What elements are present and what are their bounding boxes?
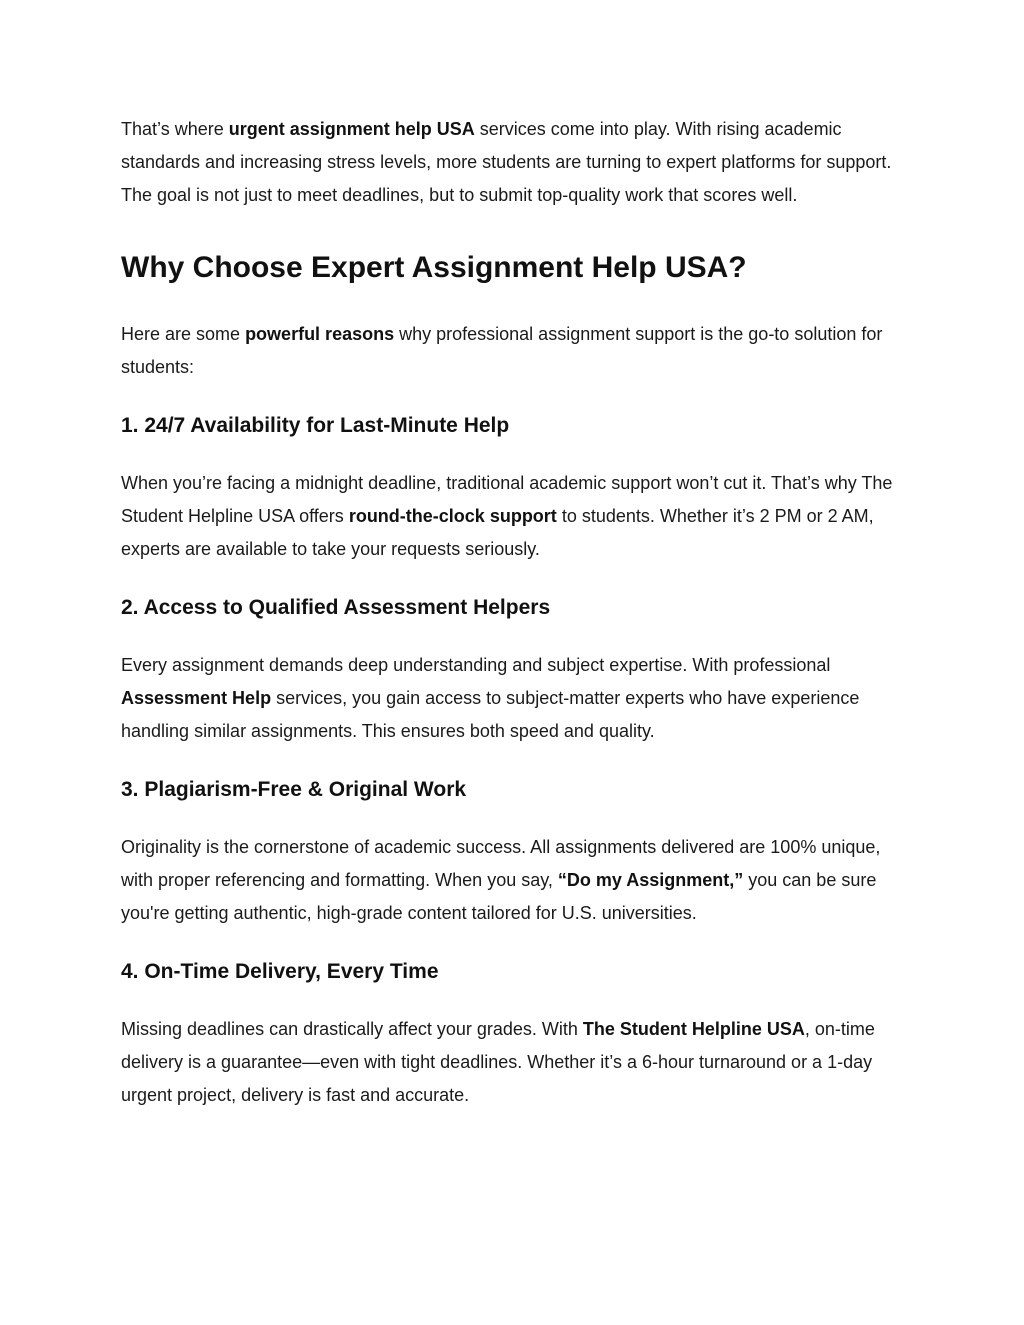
- intro-text-start: That’s where: [121, 119, 229, 139]
- section-text-start: Originality is the cornerstone of academic success. All assignments delivered are 100% unique, with proper referencing and formatting. When you say,: [121, 837, 881, 890]
- section-text-end: you can be sure you're getting authentic, high-grade content tailored for U.S. universities.: [121, 870, 877, 923]
- section-emphasis: “Do my Assignment,”: [557, 870, 744, 890]
- main-heading: Why Choose Expert Assignment Help USA?: [121, 251, 747, 284]
- lead-paragraph: [121, 318, 911, 384]
- section-heading-availability: 1. 24/7 Availability for Last-Minute Help: [121, 414, 510, 437]
- section-text-start: When you’re facing a midnight deadline, traditional academic support won’t cut it. That’s why The Student Helpline USA offers: [121, 473, 893, 526]
- section-emphasis: The Student Helpline USA: [582, 1019, 805, 1039]
- section-body-helpers: [121, 649, 911, 748]
- section-text-end: services, you gain access to subject-matter experts who have experience handling similar assignments. This ensures both speed and quality.: [121, 688, 860, 741]
- intro-paragraph: [121, 113, 911, 212]
- section-text-end: , on-time delivery is a guarantee—even with tight deadlines. Whether it’s a 6-hour turnaround or a 1-day urgent project, delivery is fast and accurate.: [121, 1019, 875, 1105]
- section-emphasis: round-the-clock support: [348, 506, 557, 526]
- lead-text-end: why professional assignment support is the go-to solution for students:: [121, 324, 883, 377]
- section-text-start: Missing deadlines can drastically affect your grades. With: [121, 1019, 583, 1039]
- section-body-availability: [121, 467, 911, 566]
- section-text-end: to students. Whether it’s 2 PM or 2 AM, experts are available to take your requests seriously.: [121, 506, 874, 559]
- section-heading-originality: 3. Plagiarism-Free & Original Work: [121, 778, 467, 801]
- lead-text-start: Here are some: [121, 324, 246, 344]
- section-heading-delivery: 4. On-Time Delivery, Every Time: [121, 960, 439, 983]
- lead-emphasis: powerful reasons: [245, 324, 395, 344]
- intro-text-end: services come into play. With rising academic standards and increasing stress levels, more students are turning to expert platforms for support. The goal is not just to meet deadlines, but to submit top-quality work that scores well.: [121, 119, 892, 205]
- section-body-originality: [121, 831, 911, 930]
- section-emphasis: Assessment Help: [121, 688, 272, 708]
- intro-emphasis: urgent assignment help USA: [228, 119, 475, 139]
- section-body-delivery: [121, 1013, 911, 1112]
- section-text-start: Every assignment demands deep understanding and subject expertise. With professional: [121, 655, 831, 675]
- document-page: [121, 113, 911, 1112]
- section-heading-helpers: 2. Access to Qualified Assessment Helpers: [121, 596, 551, 619]
